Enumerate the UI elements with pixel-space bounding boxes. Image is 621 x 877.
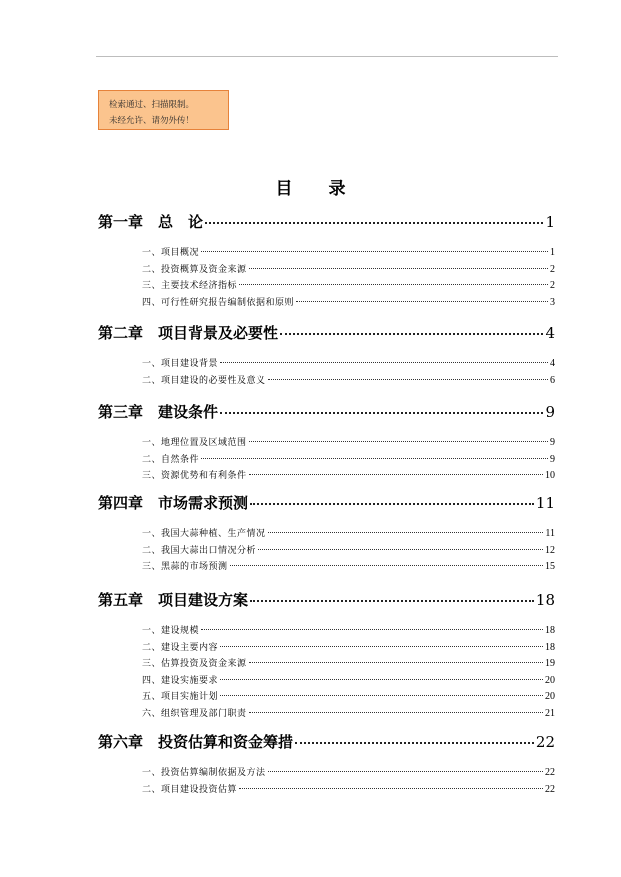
toc-section-label: 四、建设实施要求 <box>142 675 219 686</box>
toc-section-row[interactable] <box>142 765 555 777</box>
toc-section-label: 三、主要技术经济指标 <box>142 281 238 291</box>
toc-leader-dots <box>249 441 548 442</box>
toc-leader-dots <box>220 362 548 363</box>
toc-section-page: 1 <box>550 247 555 258</box>
toc-section-row[interactable] <box>142 356 555 368</box>
toc-leader-dots <box>220 679 543 680</box>
toc-section-page: 3 <box>550 296 555 308</box>
toc-chapter-row[interactable] <box>98 589 555 609</box>
toc-section-label: 三、黑蒜的市场预测 <box>142 562 228 572</box>
toc-chapter-page: 1 <box>545 213 555 231</box>
toc-leader-dots <box>201 458 548 459</box>
toc-section-label: 二、项目建设的必要性及意义 <box>142 375 266 386</box>
toc-section-row[interactable] <box>142 623 555 635</box>
toc-section-row[interactable] <box>142 468 555 480</box>
toc-section-label: 一、项目建设背景 <box>142 359 219 369</box>
toc-leader-dots <box>220 412 543 414</box>
toc-chapter-row[interactable] <box>98 492 555 512</box>
toc-section-label: 三、估算投资及资金来源 <box>142 659 247 669</box>
toc-section-label: 二、投资概算及资金来源 <box>142 264 247 275</box>
toc-chapter-page: 18 <box>535 591 555 609</box>
toc-section-page: 9 <box>550 453 555 465</box>
toc-section-label: 二、我国大蒜出口情况分析 <box>142 545 257 556</box>
toc-chapter-label: 第二章 项目背景及必要性 <box>98 324 279 342</box>
toc-leader-dots <box>268 532 544 533</box>
toc-chapter-row[interactable] <box>98 211 555 231</box>
toc-section-row[interactable] <box>142 526 555 538</box>
toc-section-page: 18 <box>545 641 555 653</box>
toc-leader-dots <box>268 771 543 772</box>
toc-leader-dots <box>250 600 534 602</box>
toc-chapter-page: 22 <box>535 733 555 751</box>
toc-section-row[interactable] <box>142 262 555 274</box>
notice-box <box>98 90 229 130</box>
toc-section-row[interactable] <box>142 245 555 257</box>
toc-section-label: 二、项目建设投资估算 <box>142 784 238 795</box>
toc-chapter-row[interactable] <box>98 322 555 342</box>
toc-leader-dots <box>239 788 543 789</box>
toc-section-row[interactable] <box>142 640 555 652</box>
toc-section-row[interactable] <box>142 559 555 571</box>
toc-section-page: 20 <box>545 691 555 702</box>
toc-leader-dots <box>249 474 543 475</box>
toc-chapter-page: 4 <box>545 324 555 342</box>
toc-chapter-page: 11 <box>535 494 555 512</box>
toc-chapter-label: 第一章 总 论 <box>98 213 204 231</box>
toc-section-label: 三、资源优势和有利条件 <box>142 471 247 481</box>
toc-section-page: 12 <box>545 544 555 556</box>
toc-title: 目录 <box>275 179 382 199</box>
toc-leader-dots <box>268 379 548 380</box>
toc-section-row[interactable] <box>142 452 555 464</box>
toc-leader-dots <box>258 549 543 550</box>
toc-section-row[interactable] <box>142 295 555 307</box>
toc-section-page: 18 <box>545 625 555 636</box>
toc-leader-dots <box>250 503 534 505</box>
toc-chapter-row[interactable] <box>98 731 555 751</box>
notice-line-2: 未经允许、请勿外传！ <box>109 116 195 126</box>
toc-section-label: 六、组织管理及部门职责 <box>142 708 247 719</box>
toc-section-label: 五、项目实施计划 <box>142 692 219 702</box>
toc-section-row[interactable] <box>142 543 555 555</box>
toc-section-page: 20 <box>545 674 555 686</box>
toc-leader-dots <box>280 333 543 335</box>
toc-section-label: 二、自然条件 <box>142 454 200 465</box>
header-rule <box>96 56 558 57</box>
toc-leader-dots <box>249 712 543 713</box>
toc-section-row[interactable] <box>142 706 555 718</box>
toc-leader-dots <box>296 301 548 302</box>
toc-section-page: 22 <box>545 767 555 778</box>
toc-leader-dots <box>230 565 543 566</box>
toc-chapter-label: 第四章 市场需求预测 <box>98 494 249 512</box>
toc-section-row[interactable] <box>142 656 555 668</box>
toc-section-label: 一、我国大蒜种植、生产情况 <box>142 529 266 539</box>
toc-section-row[interactable] <box>142 673 555 685</box>
toc-section-label: 一、投资估算编制依据及方法 <box>142 768 266 778</box>
toc-section-label: 一、项目概况 <box>142 248 200 258</box>
toc-leader-dots <box>201 629 543 630</box>
toc-leader-dots <box>295 742 534 744</box>
toc-section-page: 19 <box>545 658 555 669</box>
toc-section-page: 22 <box>545 783 555 795</box>
toc-section-page: 6 <box>550 374 555 386</box>
toc-leader-dots <box>220 646 543 647</box>
toc-chapter-label: 第三章 建设条件 <box>98 403 219 421</box>
toc-section-page: 9 <box>550 437 555 448</box>
toc-leader-dots <box>249 662 543 663</box>
notice-line-1: 检索通过、扫描限制。 <box>109 100 195 110</box>
toc-section-page: 15 <box>545 561 555 572</box>
toc-section-row[interactable] <box>142 435 555 447</box>
toc-section-page: 10 <box>545 470 555 481</box>
toc-leader-dots <box>220 695 543 696</box>
toc-section-row[interactable] <box>142 373 555 385</box>
toc-leader-dots <box>205 222 543 224</box>
toc-chapter-row[interactable] <box>98 401 555 421</box>
toc-section-label: 一、地理位置及区域范围 <box>142 438 247 448</box>
toc-leader-dots <box>201 251 548 252</box>
toc-section-row[interactable] <box>142 278 555 290</box>
toc-section-row[interactable] <box>142 782 555 794</box>
toc-section-page: 4 <box>550 358 555 369</box>
toc-section-label: 一、建设规模 <box>142 626 200 636</box>
toc-chapter-label: 第六章 投资估算和资金筹措 <box>98 733 294 751</box>
toc-section-label: 二、建设主要内容 <box>142 642 219 653</box>
toc-leader-dots <box>239 284 548 285</box>
toc-leader-dots <box>249 268 548 269</box>
toc-section-page: 2 <box>550 280 555 291</box>
toc-chapter-page: 9 <box>545 403 555 421</box>
toc-section-row[interactable] <box>142 689 555 701</box>
toc-chapter-label: 第五章 项目建设方案 <box>98 591 249 609</box>
toc-section-page: 11 <box>545 528 555 539</box>
toc-section-label: 四、可行性研究报告编制依据和原则 <box>142 297 295 308</box>
toc-section-page: 2 <box>550 263 555 275</box>
toc-section-page: 21 <box>545 707 555 719</box>
